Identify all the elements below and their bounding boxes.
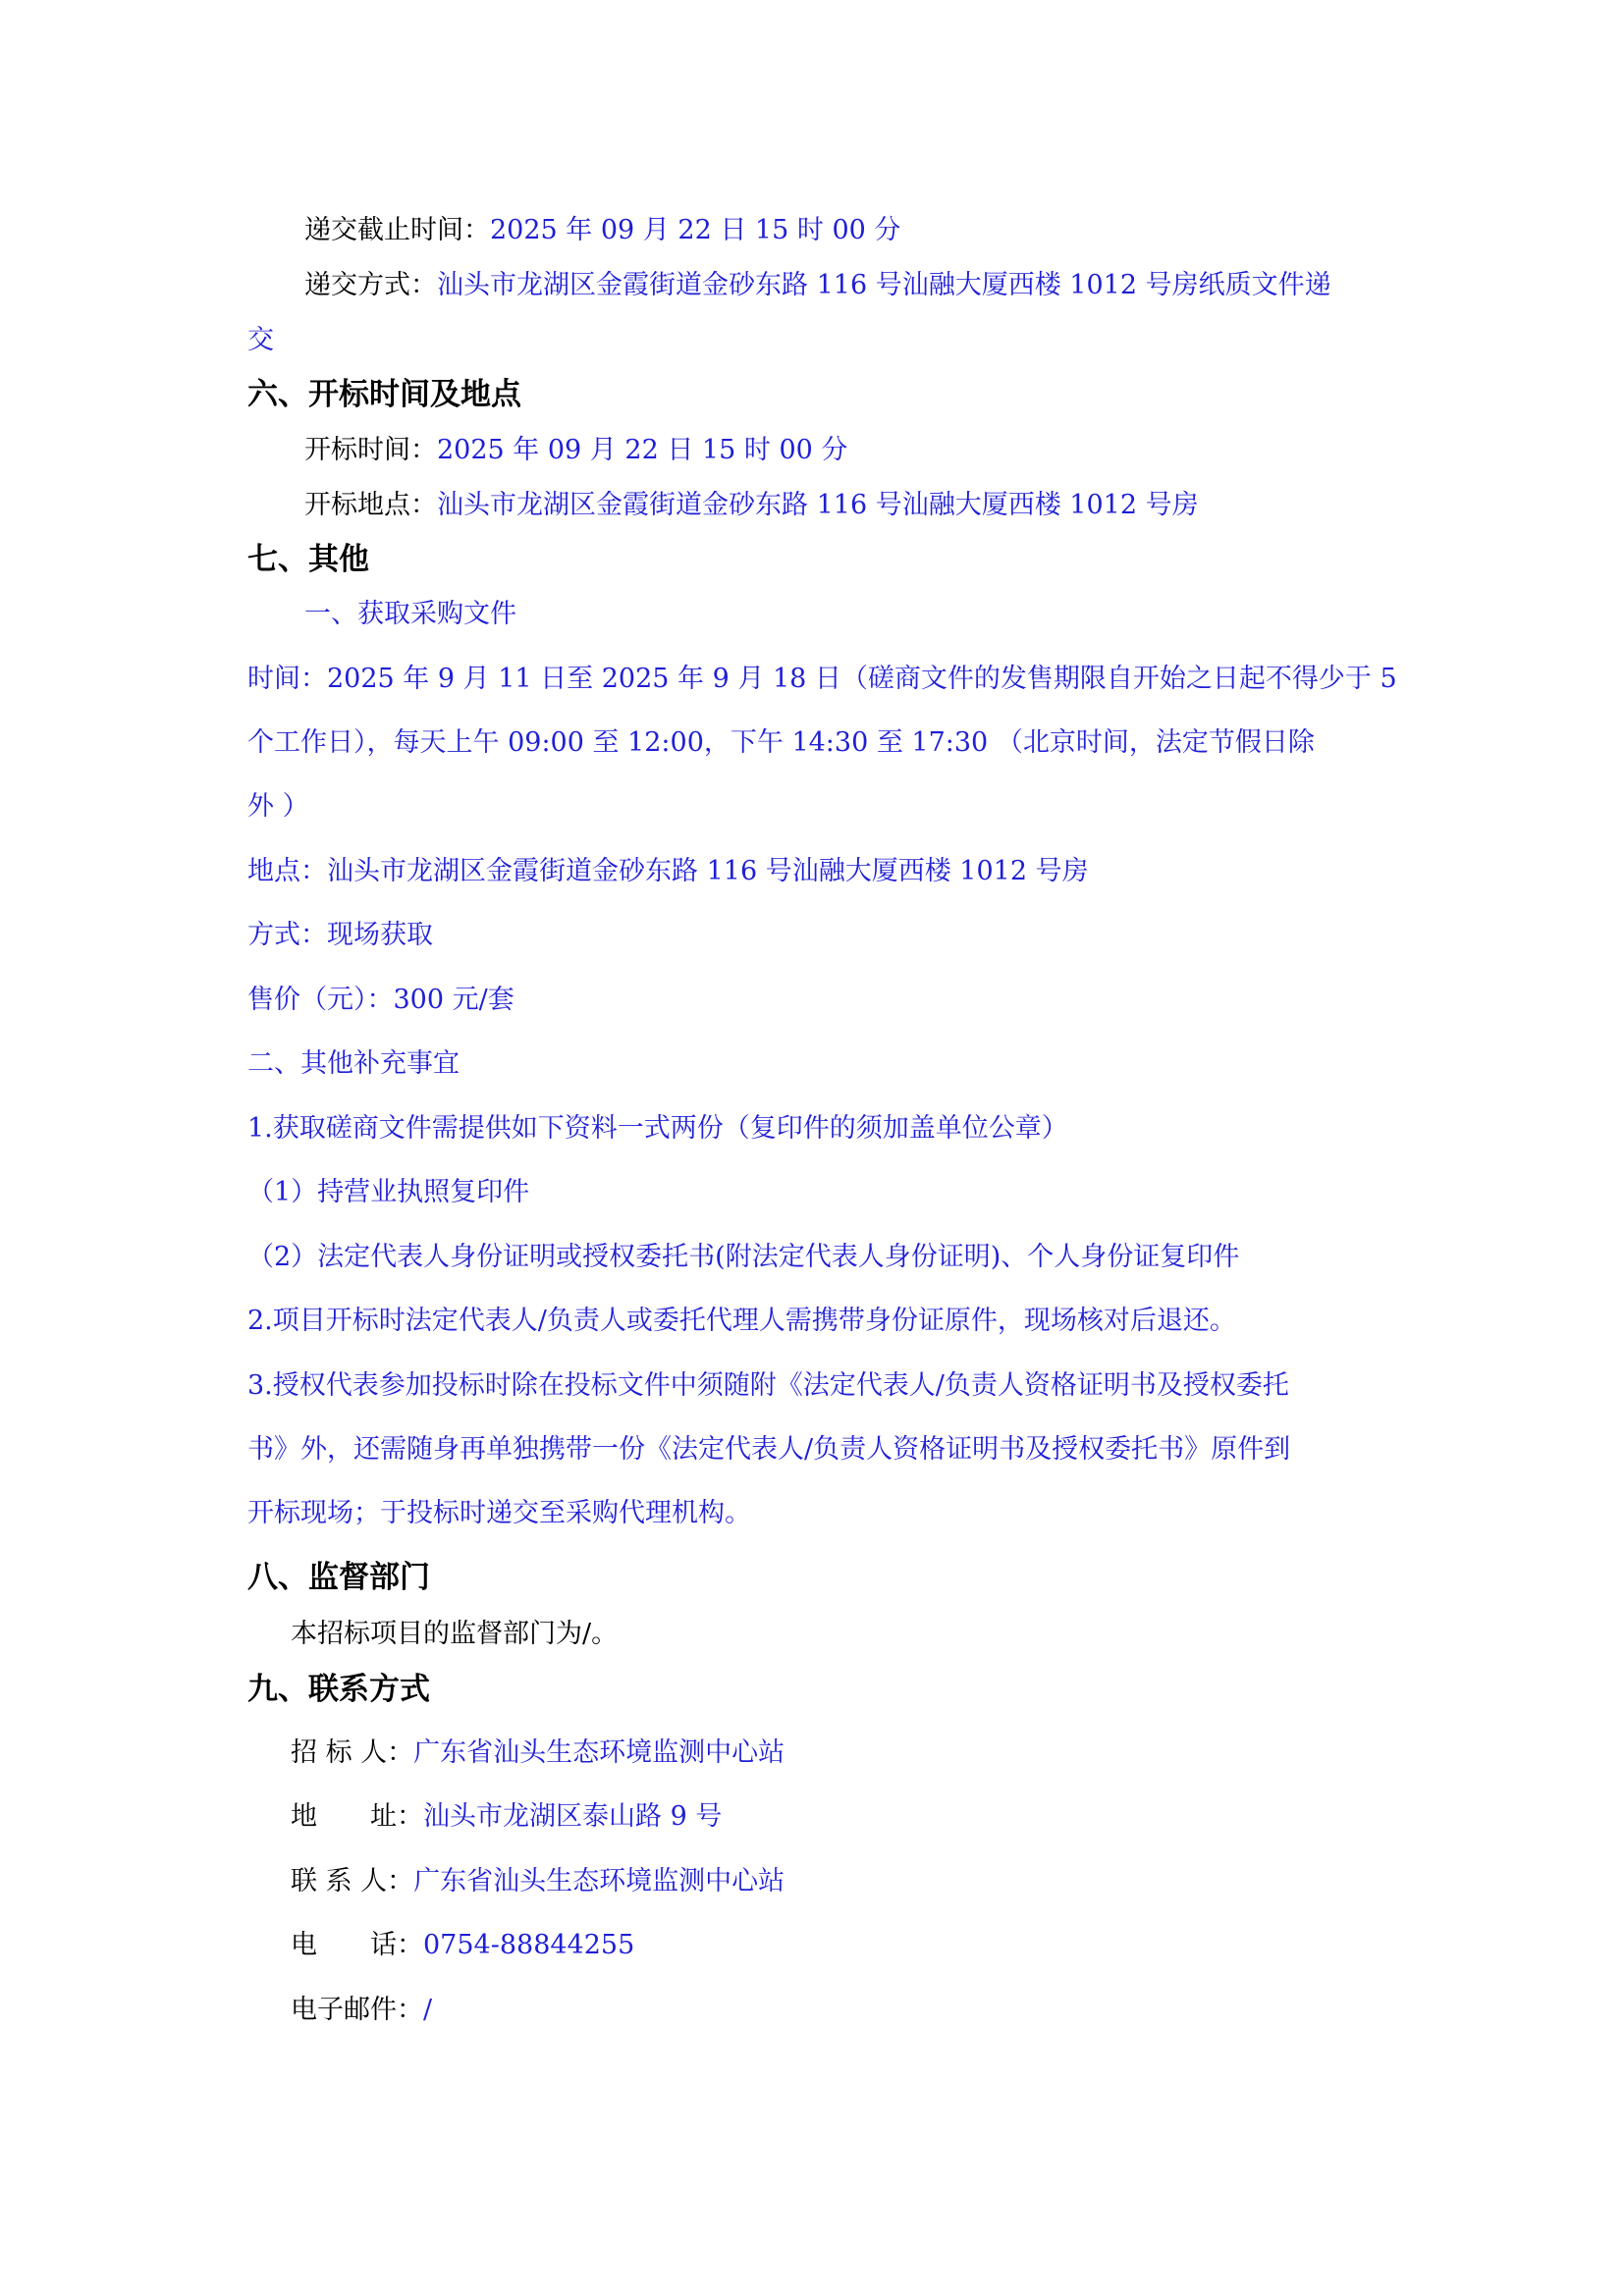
obtain-documents-subheading: 一、获取采购文件: [304, 599, 516, 629]
contact-phone-value: 0754-88844255: [423, 1930, 635, 1960]
supplement-item-3-line-3: 开标现场；于投标时递交至采购代理机构。: [247, 1498, 751, 1528]
contact-email-line: [291, 1994, 432, 2027]
supplementary-subheading: 二、其他补充事宜: [247, 1048, 460, 1079]
section-7-heading: 七、其他: [247, 542, 369, 577]
supervision-text: 本招标项目的监督部门为/。: [291, 1619, 619, 1649]
contact-phone-label: 电 话：: [291, 1930, 423, 1960]
contact-address-value: 汕头市龙湖区泰山路 9 号: [423, 1801, 723, 1832]
bid-opening-place-line: [304, 489, 1199, 522]
contact-phone-line: [291, 1929, 634, 1962]
obtain-time-line-3: 外 ）: [247, 791, 309, 822]
bid-opening-place-value: 汕头市龙湖区金霞街道金砂东路 116 号汕融大厦西楼 1012 号房: [437, 490, 1199, 520]
contact-tenderer-label: 招 标 人：: [291, 1737, 414, 1768]
contact-person-value: 广东省汕头生态环境监测中心站: [413, 1866, 785, 1896]
bid-opening-place-label: 开标地点：: [304, 490, 437, 520]
obtain-time-line-1: 时间：2025 年 9 月 11 日至 2025 年 9 月 18 日（磋商文件的发售期限自开始之日起不得少于 5: [247, 664, 1397, 694]
contact-email-value: /: [423, 1995, 433, 2025]
section-6-heading: 六、开标时间及地点: [247, 377, 521, 412]
contact-address-line: [291, 1800, 722, 1834]
bid-opening-time-line: [304, 434, 847, 467]
contact-address-label: 地 址：: [291, 1801, 423, 1832]
supplement-item-1a: （1）持营业执照复印件: [247, 1177, 530, 1207]
obtain-place-line: 地点：汕头市龙湖区金霞街道金砂东路 116 号汕融大厦西楼 1012 号房: [247, 856, 1089, 886]
document-price-line: 售价（元）：300 元/套: [247, 985, 514, 1015]
submission-method-value: 汕头市龙湖区金霞街道金砂东路 116 号汕融大厦西楼 1012 号房纸质文件递: [437, 270, 1331, 300]
submission-method-label: 递交方式：: [304, 270, 437, 300]
contact-person-label: 联 系 人：: [291, 1866, 414, 1896]
obtain-time-line-2: 个工作日），每天上午 09:00 至 12:00，下午 14:30 至 17:30 （北京时间，法定节假日除: [247, 727, 1315, 758]
section-9-heading: 九、联系方式: [247, 1672, 430, 1707]
supplement-item-2: 2.项目开标时法定代表人/负责人或委托代理人需携带身份证原件，现场核对后退还。: [247, 1306, 1236, 1336]
bid-opening-time-value: 2025 年 09 月 22 日 15 时 00 分: [437, 435, 848, 465]
supplement-item-3-line-2: 书》外，还需随身再单独携带一份《法定代表人/负责人资格证明书及授权委托书》原件到: [247, 1434, 1291, 1465]
contact-tenderer-line: [291, 1736, 785, 1770]
submission-method-continuation: 交: [247, 325, 274, 355]
supplement-item-1: 1.获取磋商文件需提供如下资料一式两份（复印件的须加盖单位公章）: [247, 1113, 1068, 1144]
obtain-method-line: 方式：现场获取: [247, 920, 433, 950]
contact-email-label: 电子邮件：: [291, 1995, 423, 2025]
section-8-heading: 八、监督部门: [247, 1560, 430, 1595]
submission-deadline-value: 2025 年 09 月 22 日 15 时 00 分: [490, 215, 901, 245]
supplement-item-3-line-1: 3.授权代表参加投标时除在投标文件中须随附《法定代表人/负责人资格证明书及授权委托: [247, 1370, 1289, 1401]
contact-person-line: [291, 1865, 785, 1898]
contact-tenderer-value: 广东省汕头生态环境监测中心站: [413, 1737, 785, 1768]
bid-opening-time-label: 开标时间：: [304, 435, 437, 465]
submission-method-line: [304, 269, 1331, 302]
submission-deadline-line: [304, 214, 900, 247]
supplement-item-1b: （2）法定代表人身份证明或授权委托书(附法定代表人身份证明)、个人身份证复印件: [247, 1242, 1240, 1272]
submission-deadline-label: 递交截止时间：: [304, 215, 490, 245]
